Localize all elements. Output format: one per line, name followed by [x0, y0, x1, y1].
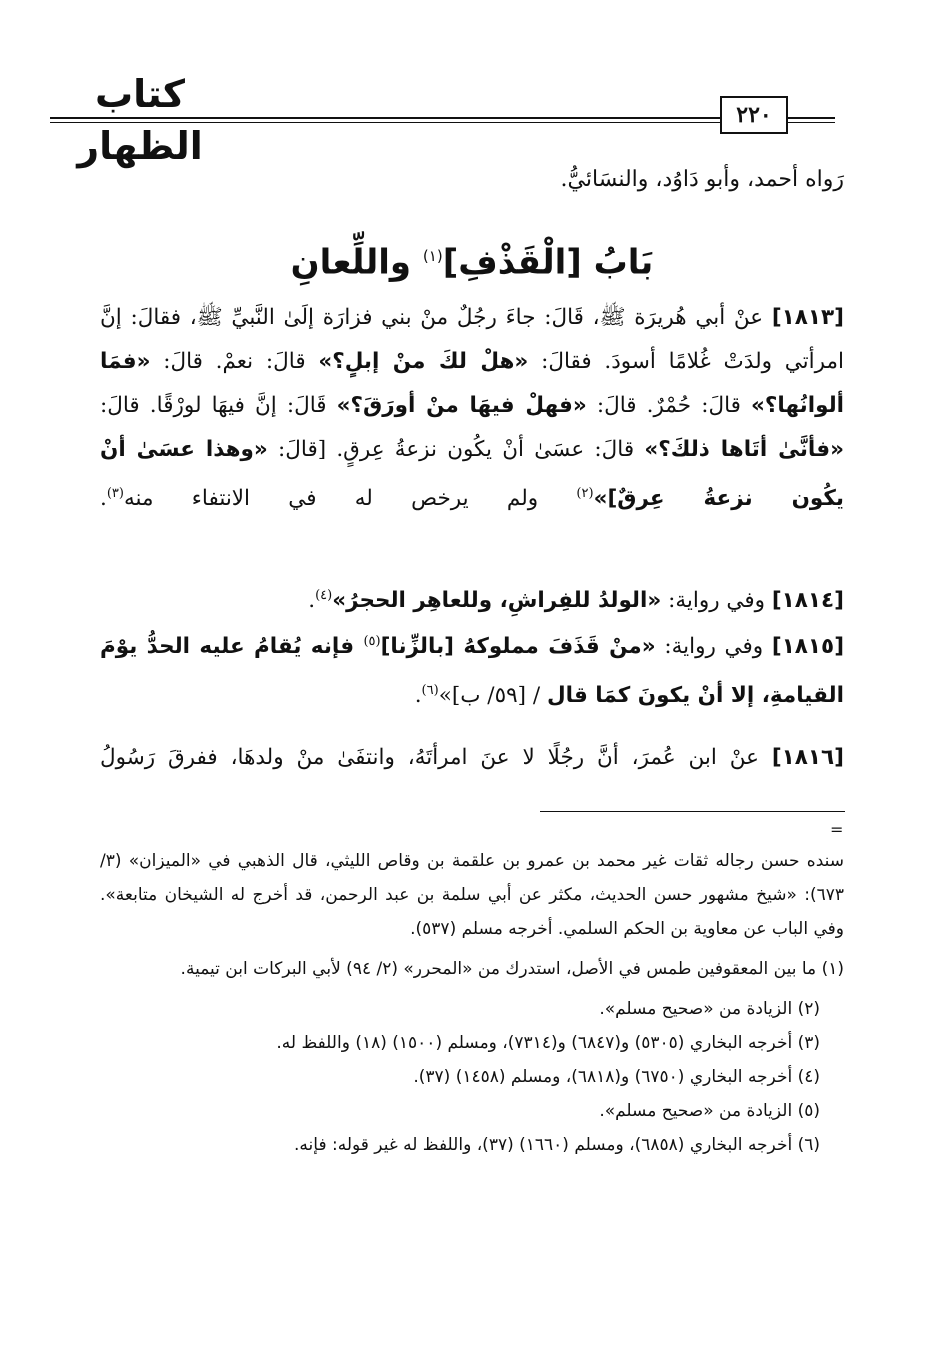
book-title: كتاب الظهار	[77, 72, 203, 168]
chapter-heading	[100, 228, 844, 290]
hadith-number: [١٨١٤]	[771, 588, 844, 614]
footnote-continued: سنده حسن رجاله ثقات غير محمد بن عمرو بن علقمة بن وقاص الليثي، قال الذهبي في «الميزان» (٣/ ٦٧٣): «شيخ مشهور حسن الحديث، مكثر عن أبي سلمة بن عبد الرحمن، قد أخرج له الشيخان متابعة». وفي الباب عن معاوية بن الحكم السلمي. أخرجه مسلم (٥٣٧).	[100, 851, 844, 939]
footnote-ref: (٤)	[315, 588, 333, 603]
text: قَالَ: إنَّ فيهَا لورْقًا. قالَ:	[100, 393, 337, 418]
chapter-title-a: بَابُ [الْقَذْفِ]	[442, 242, 654, 283]
footnote-2: (٢) الزيادة من «صحيح مسلم».	[599, 999, 820, 1019]
footnote-ref: (٢)	[576, 486, 594, 501]
text: قالَ: نعمْ. قالَ:	[150, 349, 319, 374]
text: / [٥٩/ ب]»	[438, 683, 547, 709]
text: .	[308, 588, 316, 614]
quote: «هلْ لكَ منْ إبلٍ؟»	[318, 349, 529, 374]
quote: «فهلْ فيهَا منْ أورَقَ؟»	[336, 393, 587, 418]
text: وفي رواية:	[661, 588, 772, 614]
hadith-number: [١٨١٦]	[771, 745, 844, 770]
chapter-title-b: واللِّعانِ	[290, 242, 423, 283]
text: .	[100, 486, 107, 512]
footnote-5: (٥) الزيادة من «صحيح مسلم».	[599, 1101, 820, 1121]
page-number: ٢٢٠	[720, 96, 788, 134]
text: وفي رواية:	[655, 634, 772, 660]
footnote-1: (١) ما بين المعقوفين طمس في الأصل، استدرك من «المحرر» (٢/ ٩٤) لأبي البركات ابن تيمية.	[180, 959, 844, 979]
hadith-number: [١٨١٥]	[771, 634, 845, 660]
hadith-1813	[100, 296, 844, 521]
footnotes	[100, 844, 844, 1162]
hadith-1815	[100, 620, 844, 718]
footnote-6: (٦) أخرجه البخاري (٦٨٥٨)، ومسلم (١٦٦٠) (٣٧)، واللفظ له غير قوله: فإنه.	[294, 1135, 820, 1155]
hadith-1816	[100, 736, 844, 780]
quote: «وهذا عسَىٰ أنْ يكُون نزعةُ عِرقٌ]»	[100, 437, 844, 512]
intro-line: رَواه أحمد، وأبو دَاوُد، والنسَائيُّ.	[560, 167, 844, 192]
text: قالَ: عسَىٰ أنْ يكُون نزعةُ عِرقٍ. [قالَ:	[267, 437, 645, 462]
quote: فإنه يُقامُ عليه الحدُّ يوْمَ القيامةِ، إلا أنْ يكونَ كمَا قال	[100, 634, 844, 709]
quote: «فأنَّىٰ أتَاها ذلكَ؟»	[644, 437, 844, 462]
footnote-ref: (٥)	[363, 634, 381, 649]
quote: «فمَا ألوانُها؟»	[100, 349, 845, 418]
text: عنْ أبي هُريرَة ﷺ، قَالَ: جاءَ رجُلٌ منْ بني فزارَة إلَىٰ النَّبيِّ ﷺ، فقالَ: إنَّ امرأتي ولدَتْ غُلامًا أسودَ. فقالَ:	[100, 305, 844, 374]
footnote-continuation-mark: =	[830, 820, 844, 839]
text: قالَ: حُمْرٌ. قالَ:	[586, 393, 752, 418]
footnote-separator	[540, 811, 845, 812]
header-rule-thin	[50, 122, 835, 123]
footnote-ref: (٦)	[421, 683, 439, 699]
footnote-ref: (٣)	[106, 486, 124, 501]
text: ولم يرخص له في الانتفاء منه	[123, 486, 577, 512]
quote: «منْ قَذَفَ مملوكهُ [بالزِّنا]	[380, 634, 656, 660]
footnote-3: (٣) أخرجه البخاري (٥٣٠٥) و(٦٨٤٧) و(٧٣١٤)، ومسلم (١٥٠٠) (١٨) واللفظ له.	[276, 1033, 820, 1053]
footnote-4: (٤) أخرجه البخاري (٦٧٥٠) و(٦٨١٨)، ومسلم (١٤٥٨) (٣٧).	[413, 1067, 820, 1087]
text: عنْ ابن عُمرَ، أنَّ رجُلًا لا عنَ امرأتَهُ، وانتفَىٰ منْ ولدهَا، ففرقَ رَسُولُ	[100, 745, 772, 770]
text: .	[414, 683, 422, 709]
hadith-1814	[100, 574, 844, 623]
quote: «الولدُ للفِراشِ، وللعاهِر الحجرُ»	[332, 588, 662, 614]
footnote-ref: (١)	[422, 247, 443, 265]
header-rule	[50, 117, 835, 119]
hadith-number: [١٨١٣]	[771, 305, 844, 330]
